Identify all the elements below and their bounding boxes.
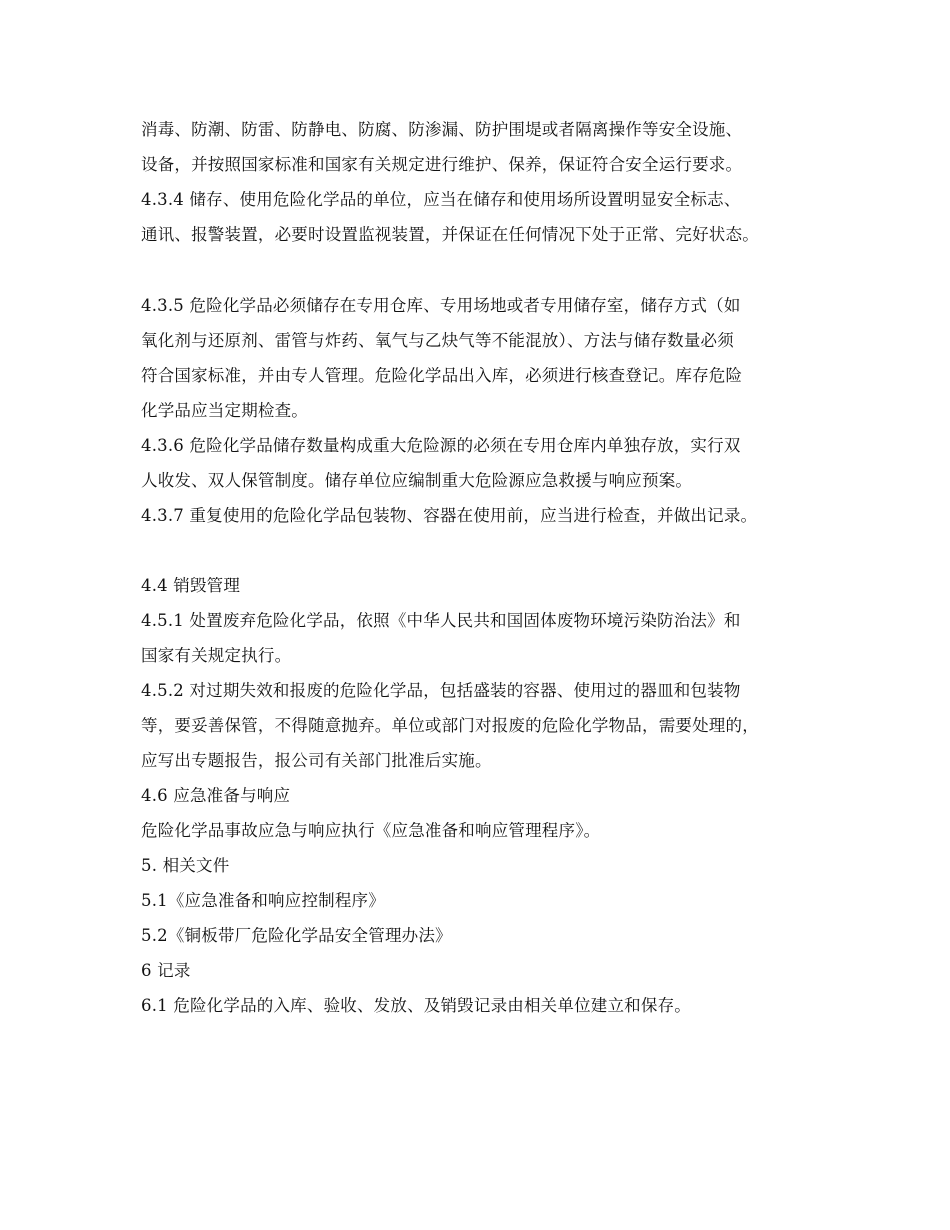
section-heading: 4.4 销毁管理 — [141, 576, 241, 595]
text-line: 设备，并按照国家标准和国家有关规定进行维护、保养，保证符合安全运行要求。 — [141, 155, 743, 174]
text-line: 危险化学品事故应急与响应执行《应急准备和响应管理程序》。 — [141, 821, 601, 840]
text-line: 4.3.7 重复使用的危险化学品包装物、容器在使用前，应当进行检查，并做出记录。 — [141, 506, 758, 525]
section-heading: 5. 相关文件 — [141, 856, 230, 875]
text-line: 消毒、防潮、防雷、防静电、防腐、防渗漏、防护围堤或者隔离操作等安全设施、 — [141, 120, 743, 139]
text-line: 符合国家标准，并由专人管理。危险化学品出入库，必须进行核查登记。库存危险 — [141, 366, 743, 385]
text-line: 4.3.6 危险化学品储存数量构成重大危险源的必须在专用仓库内单独存放，实行双 — [141, 436, 741, 455]
text-line: 国家有关规定执行。 — [141, 646, 292, 665]
text-line: 4.3.5 危险化学品必须储存在专用仓库、专用场地或者专用储存室，储存方式（如 — [141, 296, 741, 315]
text-line: 6.1 危险化学品的入库、验收、发放、及销毁记录由相关单位建立和保存。 — [141, 996, 691, 1015]
text-line: 4.3.4 储存、使用危险化学品的单位，应当在储存和使用场所设置明显安全标志、 — [141, 190, 741, 209]
section-heading: 4.6 应急准备与响应 — [141, 786, 291, 805]
text-line: 5.1《应急准备和响应控制程序》 — [141, 891, 385, 910]
text-line: 4.5.1 处置废弃危险化学品，依照《中华人民共和国固体废物环境污染防治法》和 — [141, 611, 741, 630]
text-line: 应写出专题报告，报公司有关部门批准后实施。 — [141, 751, 492, 770]
text-line: 化学品应当定期检查。 — [141, 401, 308, 420]
text-line: 4.5.2 对过期失效和报废的危险化学品，包括盛装的容器、使用过的器皿和包装物 — [141, 681, 741, 700]
text-line: 5.2《铜板带厂危险化学品安全管理办法》 — [141, 926, 452, 945]
text-line: 等，要妥善保管，不得随意抛弃。单位或部门对报废的危险化学物品，需要处理的， — [141, 716, 759, 735]
text-line: 通讯、报警装置，必要时设置监视装置，并保证在任何情况下处于正常、完好状态。 — [141, 225, 759, 244]
text-line: 人收发、双人保管制度。储存单位应编制重大危险源应急救援与响应预案。 — [141, 471, 693, 490]
section-heading: 6 记录 — [141, 961, 191, 980]
text-line: 氧化剂与还原剂、雷管与炸药、氧气与乙炔气等不能混放）、方法与储存数量必须 — [141, 331, 734, 350]
